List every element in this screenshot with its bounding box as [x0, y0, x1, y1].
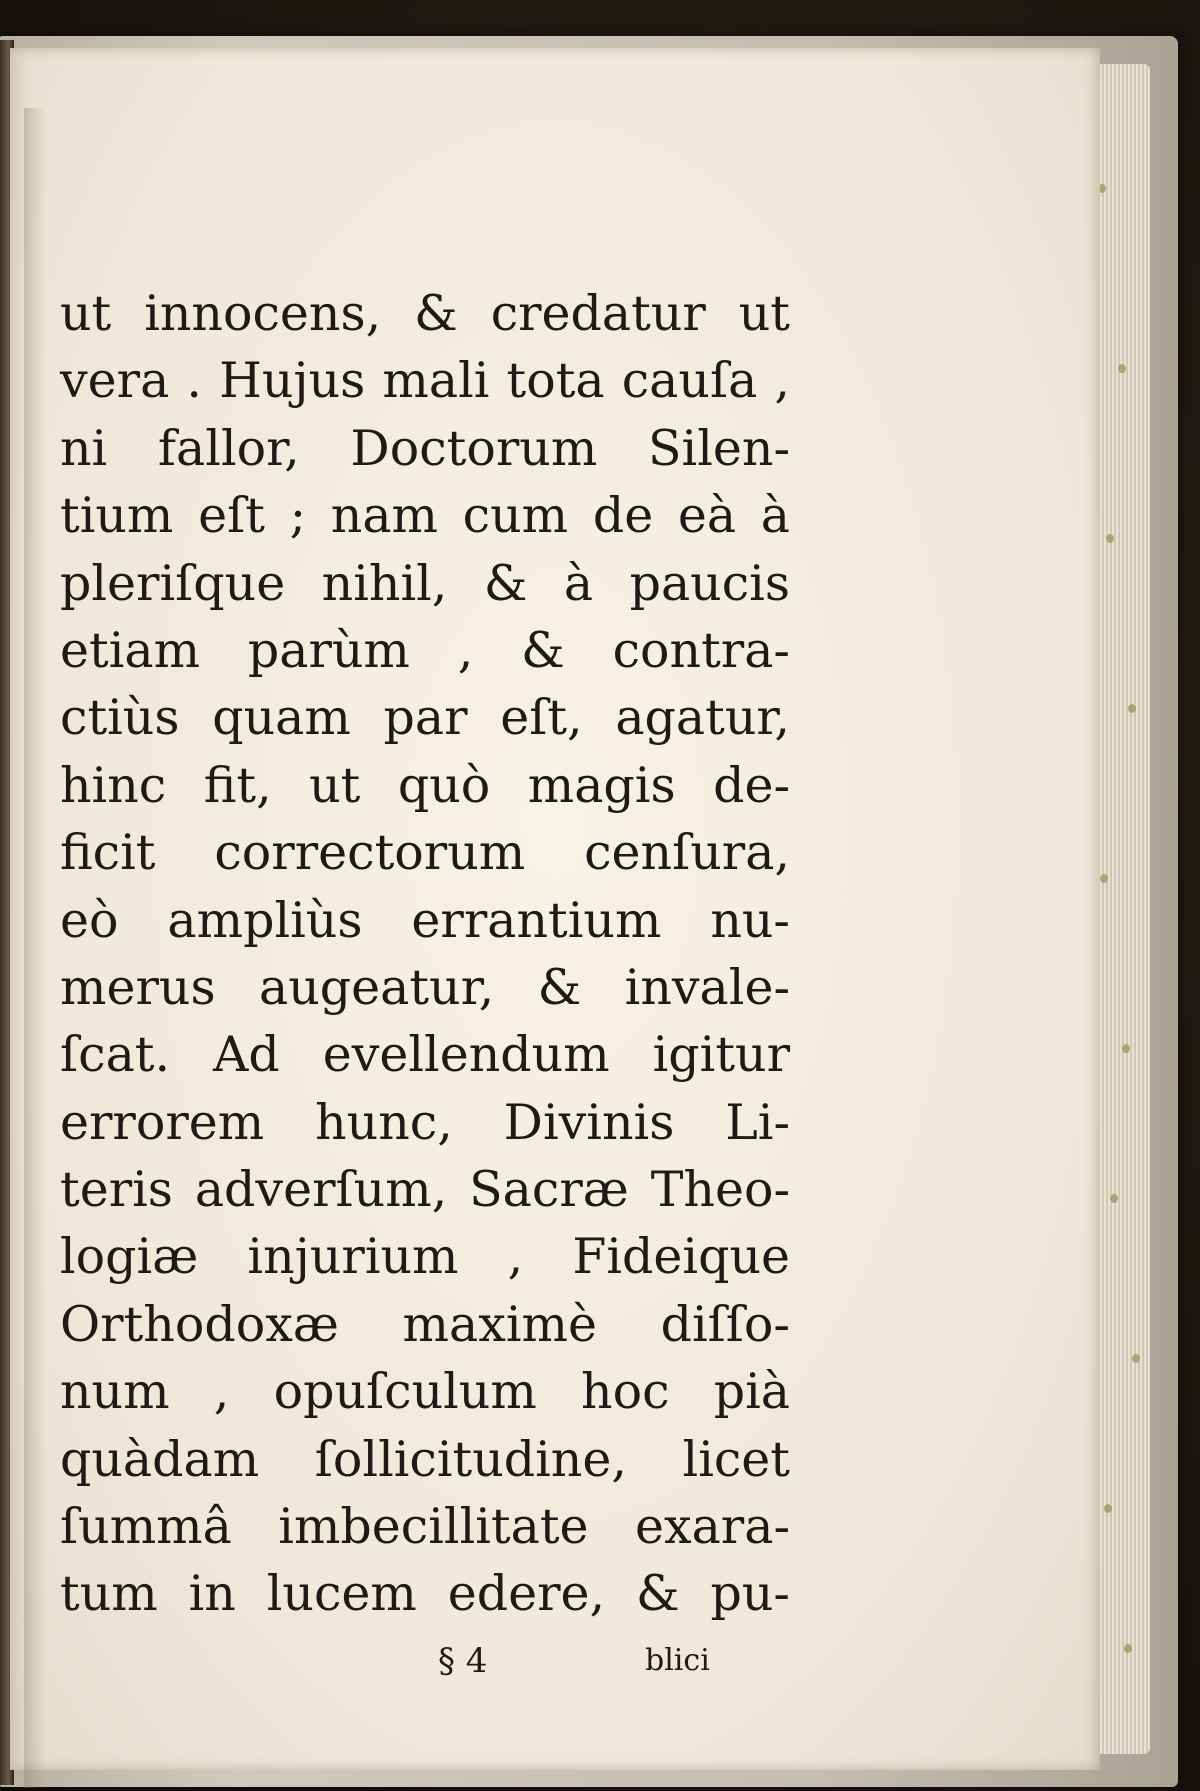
text-line: ſcat. Ad evellendum igitur	[60, 1026, 790, 1084]
edge-speckle	[1104, 1504, 1112, 1513]
text-line: Orthodoxæ maximè diſſo-	[60, 1295, 790, 1353]
text-line: merus augeatur, & invale-	[60, 958, 790, 1016]
text-line: num , opuſculum hoc pià	[60, 1363, 790, 1421]
text-line: eò ampliùs errantium nu-	[60, 891, 790, 949]
edge-speckle	[1100, 874, 1108, 883]
gutter-shadow	[24, 108, 46, 1788]
edge-speckle	[1132, 1354, 1140, 1363]
edge-speckle	[1110, 1194, 1118, 1203]
text-line: etiam parùm , & contra-	[60, 621, 790, 679]
signature-mark: § 4	[438, 1641, 488, 1681]
text-line: pleriſque nihil, & à paucis	[60, 554, 790, 612]
page-text-block	[60, 280, 790, 1628]
text-line: vera . Hujus mali tota cauſa ,	[60, 352, 790, 410]
text-line: tium eſt ; nam cum de eà à	[60, 487, 790, 545]
edge-speckle	[1106, 534, 1114, 543]
text-line: hinc fit, ut quò magis de-	[60, 756, 790, 814]
page-footer	[60, 1641, 790, 1691]
edge-speckle	[1128, 704, 1136, 713]
edge-speckle	[1118, 364, 1126, 373]
text-line: ut innocens, & credatur ut	[60, 285, 790, 342]
text-line: ni fallor, Doctorum Silen-	[60, 419, 790, 477]
text-line: ctiùs quam par eſt, agatur,	[60, 689, 790, 747]
text-line: teris adverſum, Sacræ Theo-	[60, 1161, 790, 1219]
book-page	[10, 48, 1100, 1770]
text-line: logiæ injurium , Fideique	[60, 1228, 790, 1286]
text-line: ficit correctorum cenſura,	[60, 824, 790, 882]
edge-speckle	[1122, 1044, 1130, 1053]
text-line: errorem hunc, Divinis Li-	[60, 1093, 790, 1151]
text-line: quàdam ſollicitudine, licet	[60, 1430, 790, 1488]
catchword: blici	[645, 1643, 710, 1678]
text-line: tum in lucem edere, & pu-	[60, 1565, 790, 1623]
edge-speckle	[1124, 1644, 1132, 1653]
text-line: ſummâ imbecillitate exara-	[60, 1498, 790, 1556]
